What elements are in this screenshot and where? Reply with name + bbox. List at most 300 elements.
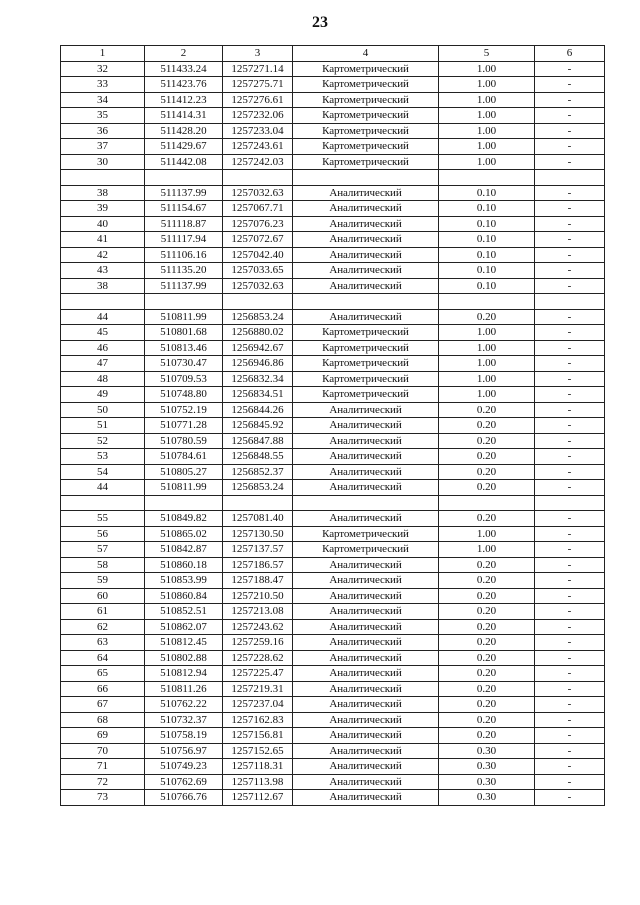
table-row — [61, 433, 605, 449]
cell-method: Аналитический — [293, 278, 439, 294]
table-row — [61, 371, 605, 387]
cell-accuracy: 1.00 — [439, 387, 535, 403]
cell-accuracy: 0.20 — [439, 480, 535, 496]
cell-y-coordinate: 1257032.63 — [223, 278, 293, 294]
cell-method: Аналитический — [293, 743, 439, 759]
cell-point-number: 70 — [61, 743, 145, 759]
cell-x-coordinate: 511423.76 — [145, 77, 223, 93]
cell-accuracy — [439, 170, 535, 186]
table-row — [61, 526, 605, 542]
cell-y-coordinate: 1256848.55 — [223, 449, 293, 465]
cell-method: Аналитический — [293, 650, 439, 666]
cell-y-coordinate: 1257232.06 — [223, 108, 293, 124]
cell-point-number: 50 — [61, 402, 145, 418]
table-row — [61, 340, 605, 356]
cell-x-coordinate: 510780.59 — [145, 433, 223, 449]
cell-y-coordinate: 1257042.40 — [223, 247, 293, 263]
cell-note: - — [535, 743, 605, 759]
cell-point-number: 64 — [61, 650, 145, 666]
table-row — [61, 356, 605, 372]
cell-y-coordinate: 1257259.16 — [223, 635, 293, 651]
cell-method: Картометрический — [293, 356, 439, 372]
cell-y-coordinate: 1257112.67 — [223, 790, 293, 806]
cell-y-coordinate: 1257233.04 — [223, 123, 293, 139]
cell-note: - — [535, 573, 605, 589]
cell-note: - — [535, 650, 605, 666]
cell-note: - — [535, 681, 605, 697]
cell-method: Картометрический — [293, 139, 439, 155]
cell-method: Аналитический — [293, 402, 439, 418]
table-body — [61, 61, 605, 805]
cell-point-number: 71 — [61, 759, 145, 775]
cell-y-coordinate: 1257219.31 — [223, 681, 293, 697]
cell-x-coordinate: 511137.99 — [145, 185, 223, 201]
cell-point-number: 63 — [61, 635, 145, 651]
cell-accuracy: 0.20 — [439, 712, 535, 728]
table-row — [61, 480, 605, 496]
cell-accuracy: 0.20 — [439, 619, 535, 635]
table-row — [61, 387, 605, 403]
table-row — [61, 77, 605, 93]
table-row — [61, 542, 605, 558]
cell-point-number: 41 — [61, 232, 145, 248]
cell-accuracy: 0.20 — [439, 728, 535, 744]
cell-note: - — [535, 356, 605, 372]
cell-point-number: 58 — [61, 557, 145, 573]
cell-x-coordinate: 511106.16 — [145, 247, 223, 263]
cell-note: - — [535, 619, 605, 635]
table-row — [61, 325, 605, 341]
cell-y-coordinate: 1257033.65 — [223, 263, 293, 279]
cell-y-coordinate: 1256847.88 — [223, 433, 293, 449]
cell-note: - — [535, 712, 605, 728]
cell-accuracy: 0.30 — [439, 790, 535, 806]
cell-point-number: 44 — [61, 480, 145, 496]
cell-point-number: 51 — [61, 418, 145, 434]
cell-y-coordinate: 1257228.62 — [223, 650, 293, 666]
cell-accuracy: 0.20 — [439, 635, 535, 651]
cell-x-coordinate: 511137.99 — [145, 278, 223, 294]
cell-note: - — [535, 325, 605, 341]
table-row — [61, 495, 605, 511]
cell-y-coordinate: 1257188.47 — [223, 573, 293, 589]
cell-accuracy: 0.10 — [439, 247, 535, 263]
header-cell-point: 1 — [61, 46, 145, 62]
cell-accuracy: 0.20 — [439, 418, 535, 434]
table-row — [61, 402, 605, 418]
page-number: 23 — [312, 14, 328, 31]
cell-y-coordinate: 1257156.81 — [223, 728, 293, 744]
cell-y-coordinate: 1256880.02 — [223, 325, 293, 341]
cell-accuracy: 0.20 — [439, 433, 535, 449]
cell-y-coordinate: 1257032.63 — [223, 185, 293, 201]
cell-y-coordinate: 1256832.34 — [223, 371, 293, 387]
cell-x-coordinate: 510811.26 — [145, 681, 223, 697]
cell-y-coordinate: 1257275.71 — [223, 77, 293, 93]
cell-note: - — [535, 402, 605, 418]
cell-note: - — [535, 557, 605, 573]
cell-accuracy: 0.10 — [439, 201, 535, 217]
header-cell-note: 6 — [535, 46, 605, 62]
cell-accuracy: 1.00 — [439, 542, 535, 558]
cell-point-number: 65 — [61, 666, 145, 682]
cell-x-coordinate: 510811.99 — [145, 309, 223, 325]
table-row — [61, 464, 605, 480]
table-row — [61, 108, 605, 124]
cell-point-number: 68 — [61, 712, 145, 728]
cell-point-number: 55 — [61, 511, 145, 527]
cell-accuracy: 0.10 — [439, 185, 535, 201]
cell-note — [535, 495, 605, 511]
coordinates-table — [60, 45, 605, 806]
table-row — [61, 557, 605, 573]
cell-point-number: 72 — [61, 774, 145, 790]
cell-x-coordinate: 511154.67 — [145, 201, 223, 217]
cell-accuracy: 0.10 — [439, 278, 535, 294]
cell-accuracy: 0.10 — [439, 216, 535, 232]
cell-method: Аналитический — [293, 418, 439, 434]
cell-note: - — [535, 418, 605, 434]
cell-method: Аналитический — [293, 480, 439, 496]
table-row — [61, 666, 605, 682]
cell-accuracy: 1.00 — [439, 371, 535, 387]
cell-y-coordinate: 1257243.61 — [223, 139, 293, 155]
cell-x-coordinate: 511414.31 — [145, 108, 223, 124]
cell-note: - — [535, 526, 605, 542]
cell-y-coordinate — [223, 495, 293, 511]
cell-accuracy: 0.20 — [439, 588, 535, 604]
cell-note: - — [535, 588, 605, 604]
cell-note: - — [535, 139, 605, 155]
cell-method: Аналитический — [293, 588, 439, 604]
cell-method: Картометрический — [293, 123, 439, 139]
cell-accuracy: 0.20 — [439, 557, 535, 573]
cell-accuracy: 0.20 — [439, 309, 535, 325]
cell-x-coordinate: 510762.22 — [145, 697, 223, 713]
cell-note: - — [535, 511, 605, 527]
cell-point-number: 47 — [61, 356, 145, 372]
cell-x-coordinate — [145, 495, 223, 511]
cell-point-number: 59 — [61, 573, 145, 589]
table-row — [61, 216, 605, 232]
cell-note: - — [535, 480, 605, 496]
cell-note: - — [535, 449, 605, 465]
cell-accuracy: 0.20 — [439, 464, 535, 480]
cell-accuracy: 0.20 — [439, 402, 535, 418]
cell-x-coordinate: 510762.69 — [145, 774, 223, 790]
cell-point-number: 32 — [61, 61, 145, 77]
cell-method: Аналитический — [293, 216, 439, 232]
cell-accuracy: 1.00 — [439, 108, 535, 124]
cell-accuracy: 1.00 — [439, 356, 535, 372]
cell-x-coordinate: 511428.20 — [145, 123, 223, 139]
header-cell-y: 3 — [223, 46, 293, 62]
cell-point-number: 44 — [61, 309, 145, 325]
cell-point-number: 45 — [61, 325, 145, 341]
cell-x-coordinate — [145, 170, 223, 186]
cell-method: Аналитический — [293, 185, 439, 201]
cell-x-coordinate: 510805.27 — [145, 464, 223, 480]
cell-accuracy: 1.00 — [439, 139, 535, 155]
cell-x-coordinate: 510802.88 — [145, 650, 223, 666]
table-row — [61, 774, 605, 790]
cell-accuracy: 1.00 — [439, 325, 535, 341]
cell-x-coordinate: 511433.24 — [145, 61, 223, 77]
cell-accuracy: 1.00 — [439, 526, 535, 542]
cell-point-number: 30 — [61, 154, 145, 170]
cell-x-coordinate: 510853.99 — [145, 573, 223, 589]
cell-note: - — [535, 371, 605, 387]
cell-accuracy: 1.00 — [439, 92, 535, 108]
cell-x-coordinate: 510749.23 — [145, 759, 223, 775]
cell-method: Аналитический — [293, 712, 439, 728]
cell-y-coordinate: 1257081.40 — [223, 511, 293, 527]
table-row — [61, 681, 605, 697]
cell-point-number: 67 — [61, 697, 145, 713]
cell-point-number: 33 — [61, 77, 145, 93]
cell-y-coordinate: 1257076.23 — [223, 216, 293, 232]
cell-note: - — [535, 278, 605, 294]
cell-x-coordinate: 510709.53 — [145, 371, 223, 387]
cell-y-coordinate: 1257130.50 — [223, 526, 293, 542]
cell-method: Картометрический — [293, 371, 439, 387]
cell-note: - — [535, 464, 605, 480]
cell-method: Аналитический — [293, 790, 439, 806]
cell-note: - — [535, 340, 605, 356]
table-row — [61, 61, 605, 77]
cell-accuracy: 1.00 — [439, 61, 535, 77]
cell-point-number: 56 — [61, 526, 145, 542]
table-row — [61, 588, 605, 604]
table-row — [61, 278, 605, 294]
cell-note — [535, 294, 605, 310]
cell-note: - — [535, 697, 605, 713]
cell-y-coordinate: 1257113.98 — [223, 774, 293, 790]
cell-method: Картометрический — [293, 526, 439, 542]
cell-y-coordinate: 1256853.24 — [223, 309, 293, 325]
cell-point-number: 48 — [61, 371, 145, 387]
cell-point-number: 34 — [61, 92, 145, 108]
table-row — [61, 309, 605, 325]
cell-y-coordinate — [223, 294, 293, 310]
cell-method: Картометрический — [293, 542, 439, 558]
cell-method: Аналитический — [293, 619, 439, 635]
cell-point-number: 38 — [61, 278, 145, 294]
cell-x-coordinate: 511135.20 — [145, 263, 223, 279]
cell-note — [535, 170, 605, 186]
cell-accuracy: 1.00 — [439, 77, 535, 93]
cell-method: Картометрический — [293, 61, 439, 77]
cell-y-coordinate: 1257237.04 — [223, 697, 293, 713]
cell-y-coordinate: 1257162.83 — [223, 712, 293, 728]
cell-note: - — [535, 635, 605, 651]
table-row — [61, 247, 605, 263]
cell-y-coordinate: 1257186.57 — [223, 557, 293, 573]
table-row — [61, 449, 605, 465]
cell-method: Аналитический — [293, 433, 439, 449]
table-row — [61, 728, 605, 744]
cell-x-coordinate: 511117.94 — [145, 232, 223, 248]
cell-point-number: 69 — [61, 728, 145, 744]
cell-method: Картометрический — [293, 108, 439, 124]
cell-accuracy: 0.20 — [439, 666, 535, 682]
cell-accuracy: 0.20 — [439, 449, 535, 465]
cell-x-coordinate: 510813.46 — [145, 340, 223, 356]
cell-note: - — [535, 387, 605, 403]
cell-x-coordinate: 510860.18 — [145, 557, 223, 573]
table-row — [61, 123, 605, 139]
cell-accuracy: 0.30 — [439, 759, 535, 775]
cell-x-coordinate: 510842.87 — [145, 542, 223, 558]
cell-y-coordinate: 1257152.65 — [223, 743, 293, 759]
cell-point-number: 52 — [61, 433, 145, 449]
cell-x-coordinate: 510860.84 — [145, 588, 223, 604]
cell-point-number: 36 — [61, 123, 145, 139]
cell-note: - — [535, 263, 605, 279]
cell-method: Аналитический — [293, 263, 439, 279]
cell-y-coordinate: 1256853.24 — [223, 480, 293, 496]
cell-method — [293, 495, 439, 511]
cell-x-coordinate: 511442.08 — [145, 154, 223, 170]
cell-method: Картометрический — [293, 154, 439, 170]
cell-x-coordinate: 510758.19 — [145, 728, 223, 744]
table-row — [61, 743, 605, 759]
cell-accuracy — [439, 495, 535, 511]
cell-point-number: 53 — [61, 449, 145, 465]
cell-y-coordinate: 1257243.62 — [223, 619, 293, 635]
cell-accuracy: 0.30 — [439, 774, 535, 790]
cell-y-coordinate: 1257072.67 — [223, 232, 293, 248]
table-header-row — [61, 46, 605, 62]
table-row — [61, 170, 605, 186]
cell-x-coordinate: 510756.97 — [145, 743, 223, 759]
cell-x-coordinate: 510812.45 — [145, 635, 223, 651]
cell-method: Аналитический — [293, 635, 439, 651]
cell-x-coordinate: 510771.28 — [145, 418, 223, 434]
cell-point-number: 60 — [61, 588, 145, 604]
cell-method: Аналитический — [293, 728, 439, 744]
table-row — [61, 294, 605, 310]
cell-y-coordinate: 1257242.03 — [223, 154, 293, 170]
cell-note: - — [535, 774, 605, 790]
table-row — [61, 635, 605, 651]
cell-method: Аналитический — [293, 604, 439, 620]
cell-y-coordinate — [223, 170, 293, 186]
table-row — [61, 185, 605, 201]
cell-accuracy: 0.10 — [439, 263, 535, 279]
cell-accuracy: 0.10 — [439, 232, 535, 248]
table-row — [61, 139, 605, 155]
cell-method: Аналитический — [293, 247, 439, 263]
cell-point-number: 37 — [61, 139, 145, 155]
cell-y-coordinate: 1257276.61 — [223, 92, 293, 108]
cell-note: - — [535, 604, 605, 620]
cell-method: Аналитический — [293, 232, 439, 248]
cell-method: Аналитический — [293, 464, 439, 480]
cell-method: Аналитический — [293, 759, 439, 775]
cell-point-number — [61, 495, 145, 511]
cell-x-coordinate: 510730.47 — [145, 356, 223, 372]
cell-method: Аналитический — [293, 697, 439, 713]
cell-method: Аналитический — [293, 309, 439, 325]
cell-note: - — [535, 728, 605, 744]
table-row — [61, 759, 605, 775]
cell-accuracy — [439, 294, 535, 310]
cell-y-coordinate: 1257118.31 — [223, 759, 293, 775]
cell-note: - — [535, 185, 605, 201]
cell-note: - — [535, 759, 605, 775]
cell-method: Картометрический — [293, 92, 439, 108]
cell-method: Картометрический — [293, 77, 439, 93]
cell-point-number: 35 — [61, 108, 145, 124]
cell-note: - — [535, 216, 605, 232]
cell-note: - — [535, 666, 605, 682]
cell-x-coordinate: 510801.68 — [145, 325, 223, 341]
cell-x-coordinate: 510862.07 — [145, 619, 223, 635]
table-row — [61, 604, 605, 620]
cell-point-number — [61, 294, 145, 310]
cell-y-coordinate: 1257271.14 — [223, 61, 293, 77]
cell-y-coordinate: 1257067.71 — [223, 201, 293, 217]
table-row — [61, 573, 605, 589]
cell-method — [293, 170, 439, 186]
cell-x-coordinate: 510752.19 — [145, 402, 223, 418]
cell-note: - — [535, 154, 605, 170]
cell-x-coordinate: 510784.61 — [145, 449, 223, 465]
table-row — [61, 232, 605, 248]
cell-x-coordinate: 510849.82 — [145, 511, 223, 527]
cell-x-coordinate: 510812.94 — [145, 666, 223, 682]
header-cell-method: 4 — [293, 46, 439, 62]
cell-y-coordinate: 1257137.57 — [223, 542, 293, 558]
table-row — [61, 263, 605, 279]
table-row — [61, 650, 605, 666]
cell-x-coordinate: 510852.51 — [145, 604, 223, 620]
cell-point-number: 73 — [61, 790, 145, 806]
cell-y-coordinate: 1256946.86 — [223, 356, 293, 372]
cell-y-coordinate: 1256852.37 — [223, 464, 293, 480]
table-row — [61, 154, 605, 170]
header-cell-x: 2 — [145, 46, 223, 62]
cell-note: - — [535, 790, 605, 806]
cell-point-number: 49 — [61, 387, 145, 403]
cell-point-number: 42 — [61, 247, 145, 263]
cell-note: - — [535, 77, 605, 93]
cell-y-coordinate: 1256845.92 — [223, 418, 293, 434]
cell-point-number: 46 — [61, 340, 145, 356]
cell-x-coordinate: 510865.02 — [145, 526, 223, 542]
cell-accuracy: 0.20 — [439, 650, 535, 666]
cell-point-number: 66 — [61, 681, 145, 697]
cell-y-coordinate: 1257225.47 — [223, 666, 293, 682]
cell-point-number: 43 — [61, 263, 145, 279]
cell-point-number: 38 — [61, 185, 145, 201]
cell-method: Аналитический — [293, 557, 439, 573]
table-row — [61, 790, 605, 806]
cell-x-coordinate: 510766.76 — [145, 790, 223, 806]
cell-point-number: 61 — [61, 604, 145, 620]
cell-x-coordinate: 510748.80 — [145, 387, 223, 403]
cell-note: - — [535, 201, 605, 217]
cell-y-coordinate: 1257210.50 — [223, 588, 293, 604]
cell-note: - — [535, 92, 605, 108]
cell-method: Аналитический — [293, 681, 439, 697]
cell-accuracy: 0.20 — [439, 604, 535, 620]
cell-accuracy: 0.20 — [439, 573, 535, 589]
cell-note: - — [535, 309, 605, 325]
cell-point-number: 57 — [61, 542, 145, 558]
table-row — [61, 697, 605, 713]
